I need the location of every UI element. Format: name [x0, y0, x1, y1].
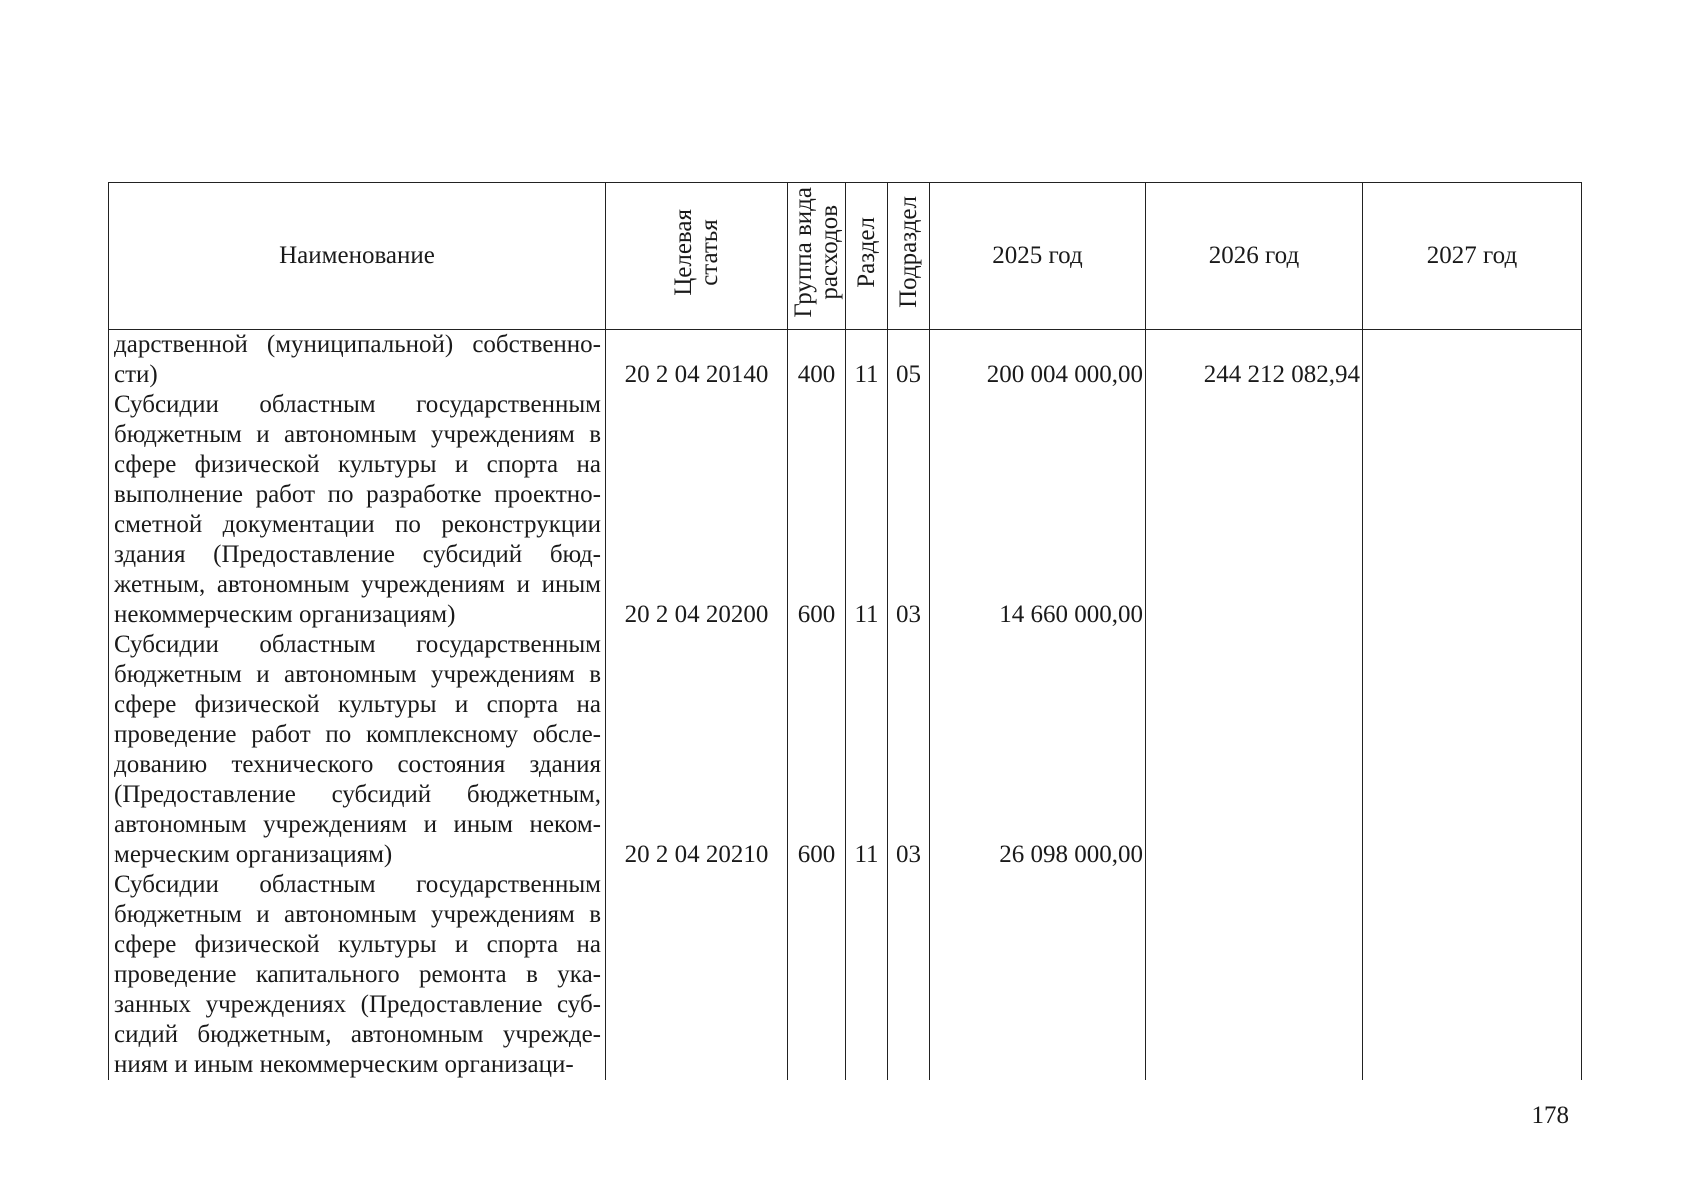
row-name: дарственной (муниципальной) собственно-сти)	[109, 330, 606, 391]
budget-table	[108, 182, 1582, 1080]
page-number: 178	[1531, 1102, 1569, 1129]
row-target: 20 2 04 20210	[606, 630, 788, 870]
row-2026	[1146, 870, 1363, 1080]
row-2027	[1363, 630, 1582, 870]
table-row	[109, 390, 1582, 630]
row-name: Субсидии областным государственным бюджетным и автономным учреждениям в сфере физической культуры и спорта на проведение капитального ремонта в ука-занных учреждениях (Предоставление суб-сидий бюджетным, автономным учрежде-ниям и иным некоммерческим организаци-	[109, 870, 606, 1080]
row-2027	[1363, 390, 1582, 630]
header-2027: 2027 год	[1363, 183, 1582, 330]
row-target	[606, 870, 788, 1080]
header-2025: 2025 год	[930, 183, 1146, 330]
row-2026	[1146, 630, 1363, 870]
row-2026: 244 212 082,94	[1146, 330, 1363, 391]
row-subsection: 03	[888, 390, 930, 630]
table-row	[109, 630, 1582, 870]
row-expense-group	[788, 870, 846, 1080]
row-subsection: 03	[888, 630, 930, 870]
row-2026	[1146, 390, 1363, 630]
row-subsection: 05	[888, 330, 930, 391]
row-expense-group: 600	[788, 390, 846, 630]
row-2027	[1363, 870, 1582, 1080]
row-target: 20 2 04 20200	[606, 390, 788, 630]
header-expense-group: Группа вида расходов	[788, 183, 846, 330]
row-2025: 200 004 000,00	[930, 330, 1146, 391]
row-expense-group: 400	[788, 330, 846, 391]
row-section: 11	[846, 390, 888, 630]
table-header-row	[109, 183, 1582, 330]
row-2027	[1363, 330, 1582, 391]
row-expense-group: 600	[788, 630, 846, 870]
header-name: Наименование	[109, 183, 606, 330]
row-name: Субсидии областным государственным бюджетным и автономным учреждениям в сфере физической культуры и спорта на выполнение работ по разработке проектно-сметной документации по реконструкции здания (Предоставление субсидий бюд-жетным, автономным учреждениям и иным некоммерческим организациям)	[109, 390, 606, 630]
row-2025	[930, 870, 1146, 1080]
row-target: 20 2 04 20140	[606, 330, 788, 391]
table-row	[109, 330, 1582, 391]
table-row	[109, 870, 1582, 1080]
header-section: Раздел	[846, 183, 888, 330]
header-target: Целевая статья	[606, 183, 788, 330]
row-subsection	[888, 870, 930, 1080]
row-name: Субсидии областным государственным бюджетным и автономным учреждениям в сфере физической культуры и спорта на проведение работ по комплексному обсле-дованию технического состояния здания (Предоставление субсидий бюджетным, автономным учреждениям и иным неком-мерческим организациям)	[109, 630, 606, 870]
header-2026: 2026 год	[1146, 183, 1363, 330]
row-section: 11	[846, 330, 888, 391]
header-subsection: Подраздел	[888, 183, 930, 330]
row-section: 11	[846, 630, 888, 870]
row-2025: 14 660 000,00	[930, 390, 1146, 630]
row-section	[846, 870, 888, 1080]
row-2025: 26 098 000,00	[930, 630, 1146, 870]
